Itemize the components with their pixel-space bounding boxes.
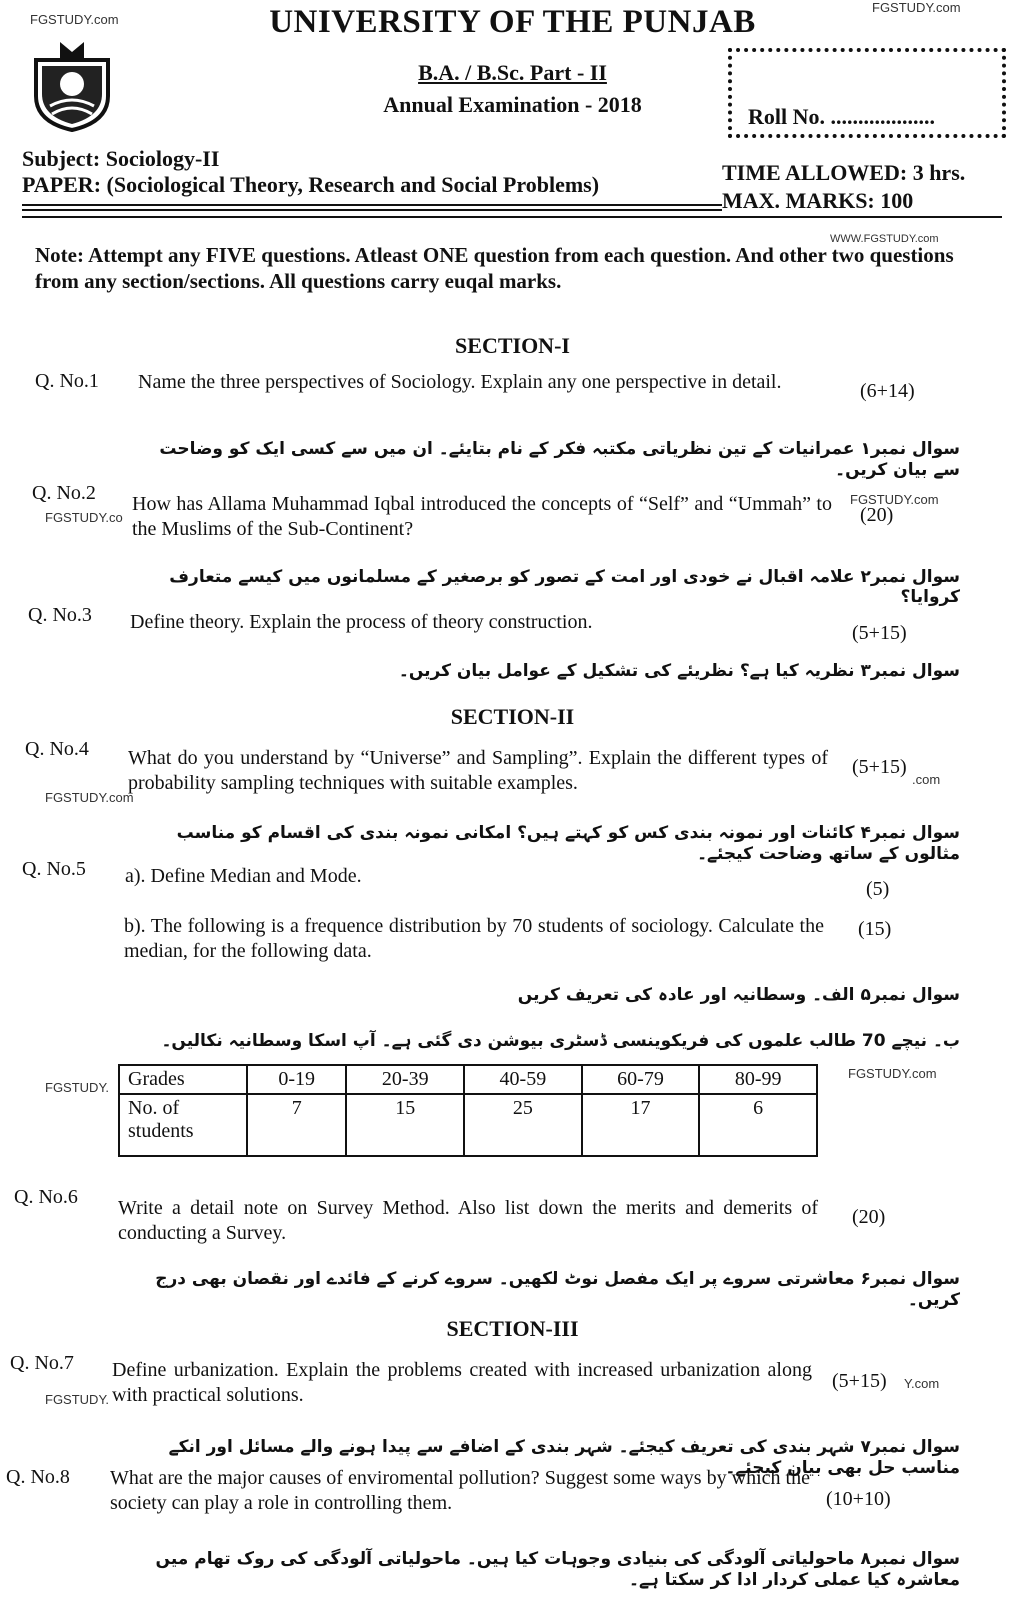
watermark-q7-left: FGSTUDY. <box>45 1392 110 1407</box>
max-marks: MAX. MARKS: 100 <box>722 188 914 213</box>
q4-urdu: سوال نمبر۴ کائنات اور نمونہ بندی کس کو کہتے ہیں؟ امکانی نمونہ بندی کی اقسام کو مناسب مثالوں کے ساتھ وضاحت کیجئے۔ <box>176 823 960 864</box>
table-cell-grades-label: Grades <box>119 1065 247 1094</box>
table-cell-grade: 80-99 <box>699 1065 817 1094</box>
q5-marks-a: (5) <box>866 878 890 900</box>
q3-marks: (5+15) <box>852 622 907 644</box>
table-cell-count: 6 <box>699 1094 817 1156</box>
q8-number: Q. No.8 <box>6 1466 70 1488</box>
q2-text: How has Allama Muhammad Iqbal introduced the concepts of “Self” and “Ummah” to the Muslims of the Sub-Continent? <box>132 493 832 540</box>
table-cell-grade: 0-19 <box>247 1065 346 1094</box>
header-rule-1 <box>22 204 722 206</box>
watermark-q7-right: Y.com <box>904 1376 940 1391</box>
table-row <box>119 1065 817 1094</box>
section-2-heading: SECTION-II <box>450 704 575 729</box>
roll-number-label: Roll No. ................... <box>748 104 935 129</box>
grades-table <box>118 1064 818 1157</box>
watermark-q4-right: .com <box>912 772 941 787</box>
q8-marks: (10+10) <box>826 1488 891 1510</box>
q6-number: Q. No.6 <box>14 1186 78 1208</box>
q2-number: Q. No.2 <box>32 482 96 504</box>
q5-number: Q. No.5 <box>22 858 86 880</box>
q7-text: Define urbanization. Explain the problems created with increased urbanization along with practical solutions. <box>112 1359 812 1406</box>
q4-marks: (5+15) <box>852 756 907 778</box>
watermark-q2-right: FGSTUDY.com <box>850 492 939 507</box>
watermark-top-left: FGSTUDY.com <box>30 12 119 27</box>
q6-marks: (20) <box>852 1206 886 1228</box>
q4-number: Q. No.4 <box>25 738 89 760</box>
q7-marks: (5+15) <box>832 1370 887 1392</box>
q2-marks: (20) <box>860 504 894 526</box>
watermark-table-right: FGSTUDY.com <box>848 1066 937 1081</box>
q8-urdu: سوال نمبر۸ ماحولیاتی آلودگی کی بنیادی وجوہات کیا ہیں۔ ماحولیاتی آلودگی کی روک تھام میں معاشرہ کیا عملی کردار ادا کر سکتا ہے۔ <box>155 1549 960 1590</box>
q1-number: Q. No.1 <box>35 370 99 392</box>
q5-urdu-b: ب۔ نیچے 70 طالب علموں کی فریکوینسی ڈسٹری بیوشن دی گئی ہے۔ آپ اسکا وسطانیہ نکالیں۔ <box>161 1031 960 1051</box>
watermark-table-left: FGSTUDY. <box>45 1080 110 1095</box>
q3-urdu: سوال نمبر۳ نظریہ کیا ہے؟ نظریئے کی تشکیل کے عوامل بیان کریں۔ <box>398 661 960 681</box>
q5-part-b: b). The following is a frequence distribution by 70 students of sociology. Calculate the median, for the following data. <box>124 915 824 962</box>
q7-urdu: سوال نمبر۷ شہر بندی کی تعریف کیجئے۔ شہر بندی کے اضافے سے پیدا ہونے والے مسائل اور انکے مناسب حل بھی بیان کیجئے۔ <box>168 1437 960 1478</box>
q6-urdu: سوال نمبر۶ معاشرتی سروے پر ایک مفصل نوٹ لکھیں۔ سروے کرنے کے فائدے اور نقصان بھی درج کریں۔ <box>155 1269 960 1310</box>
table-cell-count: 7 <box>247 1094 346 1156</box>
q8-text: What are the major causes of enviromental pollution? Suggest some ways by which the society can play a role in controlling them. <box>110 1467 810 1514</box>
table-cell-grade: 40-59 <box>464 1065 582 1094</box>
subject-label: Subject: Sociology-II <box>22 146 220 171</box>
table-cell-grade: 20-39 <box>346 1065 464 1094</box>
header-rule-2 <box>22 209 722 211</box>
instructions-note: Note: Attempt any FIVE questions. Atleast ONE question from each question. And other two questions from any section/sections. All questions carry euqal marks. <box>35 243 954 293</box>
q1-text: Name the three perspectives of Sociology. Explain any one perspective in detail. <box>138 371 782 393</box>
header-rule-3 <box>22 216 1002 218</box>
q5-part-a: a). Define Median and Mode. <box>125 865 362 887</box>
table-cell-students-label: No. of students <box>119 1094 247 1156</box>
q1-urdu: سوال نمبر۱ عمرانیات کے تین نظریاتی مکتبہ فکر کے نام بتایئے۔ ان میں سے کسی ایک کو وضاحت سے بیان کریں۔ <box>159 439 960 480</box>
university-title: UNIVERSITY OF THE PUNJAB <box>269 4 756 40</box>
q5-marks-b: (15) <box>858 918 892 940</box>
time-allowed: TIME ALLOWED: 3 hrs. <box>722 160 966 185</box>
q7-number: Q. No.7 <box>10 1352 74 1374</box>
q5-urdu-a: سوال نمبر۵ الف۔ وسطانیہ اور عادہ کی تعریف کریں <box>517 985 960 1005</box>
table-cell-grade: 60-79 <box>582 1065 700 1094</box>
watermark-q4-left: FGSTUDY.com <box>45 790 134 805</box>
table-cell-count: 17 <box>582 1094 700 1156</box>
section-3-heading: SECTION-III <box>446 1316 579 1341</box>
watermark-top-right: FGSTUDY.com <box>872 0 961 15</box>
table-row <box>119 1094 817 1156</box>
q4-text: What do you understand by “Universe” and Sampling”. Explain the different types of probability sampling techniques with suitable examples. <box>128 747 828 794</box>
q3-number: Q. No.3 <box>28 604 92 626</box>
q1-marks: (6+14) <box>860 380 915 402</box>
watermark-note-right: WWW.FGSTUDY.com <box>830 233 939 245</box>
watermark-q2-left: FGSTUDY.co <box>45 510 123 525</box>
table-cell-count: 15 <box>346 1094 464 1156</box>
paper-label: PAPER: (Sociological Theory, Research and Social Problems) <box>22 172 600 197</box>
q2-urdu: سوال نمبر۲ علامہ اقبال نے خودی اور امت کے تصور کو برصغیر کے مسلمانوں میں کیسے متعارف کروایا؟ <box>169 567 960 607</box>
section-1-heading: SECTION-I <box>455 333 570 358</box>
table-cell-count: 25 <box>464 1094 582 1156</box>
program-title: B.A. / B.Sc. Part - II <box>418 60 607 85</box>
exam-title: Annual Examination - 2018 <box>383 92 642 117</box>
q6-text: Write a detail note on Survey Method. Also list down the merits and demerits of conducting a Survey. <box>118 1197 818 1244</box>
q3-text: Define theory. Explain the process of theory construction. <box>130 611 593 633</box>
